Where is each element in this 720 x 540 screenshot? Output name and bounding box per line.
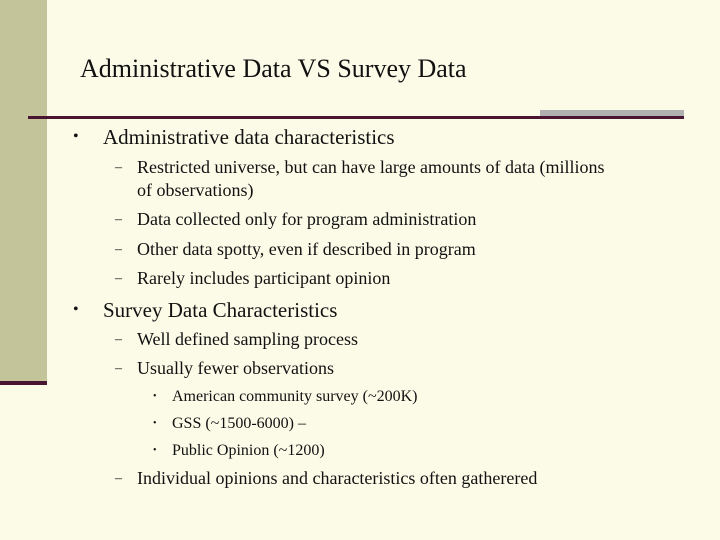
left-decorative-bar (0, 0, 47, 381)
bullet-level2: – (115, 271, 122, 286)
sub-list-item (153, 386, 418, 407)
list-item-text: Well defined sampling process (137, 329, 358, 349)
list-item-text: of observations) (137, 180, 254, 200)
sub-list-item-text: American community survey (~200K) (172, 388, 418, 405)
bullet-level2: – (115, 212, 122, 227)
list-item (115, 267, 391, 290)
slide-title: Administrative Data VS Survey Data (80, 54, 467, 83)
list-item (115, 208, 477, 231)
list-item (115, 467, 538, 490)
section-heading-survey (73, 297, 338, 323)
list-item-text: Rarely includes participant opinion (137, 268, 391, 288)
bullet-level2: – (115, 361, 122, 376)
bullet-level3: • (153, 418, 157, 429)
sub-list-item (153, 413, 306, 434)
title-dark-rule (28, 116, 684, 119)
sub-list-item (153, 440, 325, 461)
list-item-text: Other data spotty, even if described in program (137, 239, 476, 259)
bullet-level3: • (153, 445, 157, 456)
list-item (115, 156, 605, 179)
left-bar-underline (0, 381, 47, 385)
list-item (115, 238, 476, 261)
bullet-level1: • (73, 301, 79, 318)
list-item-text: Individual opinions and characteristics often gatherered (137, 468, 538, 488)
heading-text: Survey Data Characteristics (103, 298, 338, 322)
sub-list-item-text: GSS (~1500-6000) – (172, 415, 306, 432)
list-item (115, 357, 334, 380)
sub-list-item-text: Public Opinion (~1200) (172, 442, 325, 459)
section-heading-administrative (73, 124, 395, 150)
heading-text: Administrative data characteristics (103, 125, 395, 149)
bullet-level2: – (115, 160, 122, 175)
bullet-level2: – (115, 332, 122, 347)
list-item-text: Usually fewer observations (137, 358, 334, 378)
list-item (115, 328, 358, 351)
bullet-level1: • (73, 128, 79, 145)
bullet-level2: – (115, 242, 122, 257)
bullet-level2: – (115, 471, 122, 486)
list-item-text: Restricted universe, but can have large amounts of data (millions (137, 157, 605, 177)
list-item-continuation (137, 179, 253, 202)
bullet-level3: • (153, 391, 157, 402)
list-item-text: Data collected only for program administration (137, 209, 477, 229)
